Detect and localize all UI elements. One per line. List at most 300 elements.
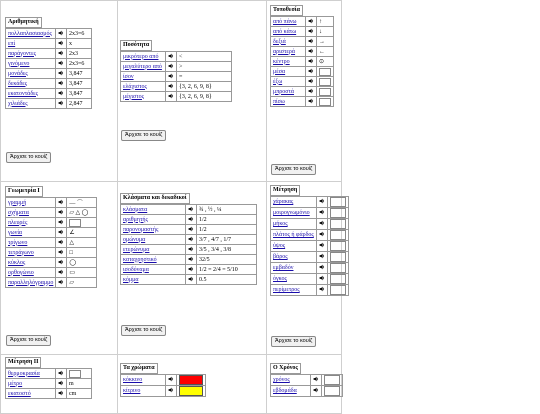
word-link[interactable]: μέγιστος xyxy=(123,93,145,100)
word-cell xyxy=(6,49,56,59)
vocab-table xyxy=(120,51,232,102)
speaker-cell xyxy=(56,268,67,278)
speaker-icon[interactable] xyxy=(319,275,325,281)
value-cell xyxy=(317,87,334,97)
speaker-icon[interactable] xyxy=(319,242,325,248)
speaker-cell xyxy=(186,205,197,215)
vocab-table xyxy=(5,197,97,288)
vocab-row xyxy=(121,275,257,285)
picture-icon xyxy=(330,274,346,284)
speaker-icon[interactable] xyxy=(308,58,314,64)
word-link[interactable]: κύκλος xyxy=(8,259,26,266)
value-cell: {3, 2, 6, 9, 8} xyxy=(177,92,232,102)
panel-fractions xyxy=(120,193,257,285)
vocab-row xyxy=(6,208,97,218)
word-cell xyxy=(271,197,317,208)
value-cell: 1/2 xyxy=(197,215,257,225)
word-link[interactable]: εμβαδόν xyxy=(273,265,294,271)
value-cell xyxy=(177,375,206,386)
speaker-cell xyxy=(56,208,67,218)
speaker-cell xyxy=(316,274,327,285)
word-link[interactable]: έξω xyxy=(273,78,283,85)
speaker-icon[interactable] xyxy=(168,53,174,59)
speaker-cell xyxy=(56,39,67,49)
value-cell: cm xyxy=(67,389,92,399)
value-cell xyxy=(317,97,334,107)
panel-quantity xyxy=(120,40,232,102)
word-link[interactable]: πλευρές xyxy=(8,219,28,226)
word-link[interactable]: ελάχιστος xyxy=(123,83,147,90)
vocab-row xyxy=(6,218,97,228)
speaker-cell xyxy=(306,97,317,107)
word-link[interactable]: κόκκινο xyxy=(123,377,143,383)
vocab-row xyxy=(271,219,349,230)
word-cell xyxy=(6,198,56,208)
picture-icon xyxy=(319,98,331,106)
speaker-cell xyxy=(166,52,177,62)
word-link[interactable]: παρονομαστής xyxy=(123,226,159,233)
word-link[interactable]: κίτρινο xyxy=(123,388,141,394)
word-cell xyxy=(6,89,56,99)
speaker-cell xyxy=(56,258,67,268)
word-link[interactable]: χάρακας xyxy=(273,199,294,205)
vocab-row xyxy=(6,79,92,89)
word-link[interactable]: ίσον xyxy=(123,73,134,80)
word-link[interactable]: γινόμενο xyxy=(8,60,30,67)
speaker-icon[interactable] xyxy=(168,63,174,69)
word-link[interactable]: επί xyxy=(8,40,16,47)
word-link[interactable]: ισοδύναμα xyxy=(123,266,149,273)
vocab-row xyxy=(6,228,97,238)
word-link[interactable]: εκατοντάδες xyxy=(8,90,39,97)
vocab-row xyxy=(271,77,334,87)
vocab-table xyxy=(270,16,334,107)
speaker-icon[interactable] xyxy=(188,206,194,212)
vocab-row xyxy=(271,67,334,77)
start-quiz-button[interactable]: Άρχισε το κουίζ xyxy=(121,130,166,141)
speaker-icon[interactable] xyxy=(58,390,64,396)
vocab-table xyxy=(120,374,206,397)
word-link[interactable]: μπροστά xyxy=(273,88,295,95)
word-cell xyxy=(121,225,186,235)
word-link[interactable]: δεκάδες xyxy=(8,80,28,87)
word-link[interactable]: μικρότερο από xyxy=(123,53,159,60)
speaker-icon[interactable] xyxy=(58,239,64,245)
vocab-row xyxy=(6,59,92,69)
speaker-icon[interactable] xyxy=(308,68,314,74)
word-link[interactable]: αριθμητής xyxy=(123,216,148,223)
speaker-cell xyxy=(316,285,327,296)
word-cell xyxy=(6,29,56,39)
word-link[interactable]: παραλληλόγραμμο xyxy=(8,279,54,286)
value-cell: 3/7 , 4/7 , 1/7 xyxy=(197,235,257,245)
word-link[interactable]: από πάνω xyxy=(273,18,297,25)
word-link[interactable]: χρόνος xyxy=(273,377,290,383)
speaker-icon[interactable] xyxy=(188,246,194,252)
word-cell xyxy=(121,235,186,245)
word-cell xyxy=(121,255,186,265)
speaker-icon[interactable] xyxy=(58,279,64,285)
vocab-row xyxy=(121,225,257,235)
speaker-icon[interactable] xyxy=(319,231,325,237)
vocab-row xyxy=(6,379,92,389)
value-cell xyxy=(67,369,92,379)
panel-title: Ο Χρόνος xyxy=(270,363,301,374)
word-cell xyxy=(271,37,306,47)
value-cell: △ xyxy=(67,238,97,248)
panel-position xyxy=(270,5,334,107)
word-link[interactable]: ετερώνυμα xyxy=(123,246,150,253)
picture-icon xyxy=(324,375,340,385)
vocab-row xyxy=(121,235,257,245)
value-cell: {3, 2, 6, 9, 8} xyxy=(177,82,232,92)
value-cell: 0.5 xyxy=(197,275,257,285)
speaker-cell xyxy=(306,17,317,27)
vocab-row xyxy=(6,278,97,288)
word-cell xyxy=(271,47,306,57)
value-cell xyxy=(327,197,348,208)
speaker-cell xyxy=(316,219,327,230)
start-quiz-button[interactable]: Άρχισε το κουίζ xyxy=(271,164,316,175)
speaker-icon[interactable] xyxy=(58,370,64,376)
speaker-icon[interactable] xyxy=(58,40,64,46)
word-cell xyxy=(271,285,317,296)
vocab-row xyxy=(6,238,97,248)
word-cell xyxy=(6,268,56,278)
word-link[interactable]: ομώνυμα xyxy=(123,236,146,243)
speaker-icon[interactable] xyxy=(319,209,325,215)
speaker-cell xyxy=(56,99,67,109)
speaker-icon[interactable] xyxy=(58,259,64,265)
vocab-row xyxy=(121,52,232,62)
picture-icon xyxy=(319,78,331,86)
vocab-row xyxy=(271,386,343,397)
speaker-cell xyxy=(56,238,67,248)
vocab-row xyxy=(271,375,343,386)
speaker-icon[interactable] xyxy=(168,387,174,393)
speaker-icon[interactable] xyxy=(188,266,194,272)
panel-geometry xyxy=(5,186,97,288)
word-link[interactable]: τετράγωνο xyxy=(8,249,34,256)
value-cell: 32/5 xyxy=(197,255,257,265)
speaker-icon[interactable] xyxy=(313,376,319,382)
value-cell xyxy=(317,77,334,87)
speaker-icon[interactable] xyxy=(58,219,64,225)
speaker-cell xyxy=(56,228,67,238)
panel-title: Τα χρώματα xyxy=(120,363,158,374)
speaker-cell xyxy=(56,218,67,228)
speaker-cell xyxy=(56,59,67,69)
speaker-icon[interactable] xyxy=(58,380,64,386)
word-link[interactable]: μέτρο xyxy=(8,380,23,387)
speaker-icon[interactable] xyxy=(58,30,64,36)
word-link[interactable]: μέσα xyxy=(273,68,286,75)
word-link[interactable]: μεγαλύτερο από xyxy=(123,63,162,70)
vocab-row xyxy=(271,37,334,47)
value-cell xyxy=(317,67,334,77)
word-link[interactable]: μοιρογνωμόνιο xyxy=(273,210,310,216)
value-cell xyxy=(327,208,348,219)
vocab-row xyxy=(121,215,257,225)
vocab-row xyxy=(271,197,349,208)
word-link[interactable]: δεξιά xyxy=(273,38,286,45)
value-cell xyxy=(327,219,348,230)
speaker-icon[interactable] xyxy=(58,269,64,275)
word-link[interactable]: ύψος xyxy=(273,243,286,249)
value-cell: 2x3=6 xyxy=(67,59,92,69)
word-cell xyxy=(6,389,56,399)
value-cell: → xyxy=(317,37,334,47)
speaker-cell xyxy=(316,241,327,252)
panel-measurement-2 xyxy=(5,357,92,399)
word-link[interactable]: μήκος xyxy=(273,221,288,227)
word-link[interactable]: από κάτω xyxy=(273,28,297,35)
word-cell xyxy=(121,275,186,285)
word-cell xyxy=(6,218,56,228)
value-cell: x xyxy=(67,39,92,49)
speaker-icon[interactable] xyxy=(188,276,194,282)
speaker-icon[interactable] xyxy=(313,387,319,393)
speaker-icon[interactable] xyxy=(58,199,64,205)
word-cell xyxy=(6,369,56,379)
word-cell xyxy=(271,57,306,67)
vocab-row xyxy=(121,265,257,275)
speaker-icon[interactable] xyxy=(319,264,325,270)
value-cell: 3,847 xyxy=(67,89,92,99)
word-cell xyxy=(271,230,317,241)
value-cell: ◯ xyxy=(67,258,97,268)
vocab-table xyxy=(5,28,92,109)
speaker-cell xyxy=(311,386,322,397)
word-cell xyxy=(271,97,306,107)
speaker-icon[interactable] xyxy=(308,88,314,94)
speaker-cell xyxy=(186,235,197,245)
value-cell xyxy=(327,263,348,274)
word-link[interactable]: ορθογώνιο xyxy=(8,269,34,276)
word-link[interactable]: γωνία xyxy=(8,229,23,236)
value-cell: ⊙ xyxy=(317,57,334,67)
word-link[interactable]: πολλαπλασιασμός xyxy=(8,30,52,37)
start-quiz-button[interactable]: Άρχισε το κουίζ xyxy=(121,325,166,336)
panel-measurement xyxy=(270,185,349,296)
speaker-cell xyxy=(166,375,177,386)
word-link[interactable]: κόμμα xyxy=(123,276,139,283)
panel-title: Μέτρηση xyxy=(270,185,300,196)
value-cell: < xyxy=(177,52,232,62)
speaker-cell xyxy=(56,389,67,399)
speaker-cell xyxy=(316,197,327,208)
speaker-cell xyxy=(186,265,197,275)
value-cell xyxy=(327,241,348,252)
speaker-icon[interactable] xyxy=(319,198,325,204)
vocab-row xyxy=(121,386,206,397)
start-quiz-button[interactable]: Άρχισε το κουίζ xyxy=(6,152,51,163)
value-cell: ¾ , ½ , ¼ xyxy=(197,205,257,215)
panel-title: Αριθμητική xyxy=(5,17,42,28)
word-cell xyxy=(271,208,317,219)
panel-title: Γεωμετρία Ι xyxy=(5,186,43,197)
speaker-icon[interactable] xyxy=(58,90,64,96)
vocab-row xyxy=(6,369,92,379)
word-cell xyxy=(271,87,306,97)
vocab-row xyxy=(6,268,97,278)
vocab-row xyxy=(271,285,349,296)
speaker-icon[interactable] xyxy=(168,376,174,382)
vocab-row xyxy=(6,29,92,39)
word-link[interactable]: παράγοντες xyxy=(8,50,36,57)
start-quiz-button[interactable]: Άρχισε το κουίζ xyxy=(271,336,316,347)
word-link[interactable]: περίμετρος xyxy=(273,287,300,293)
vocab-row xyxy=(271,263,349,274)
value-cell: ▱ xyxy=(67,278,97,288)
word-cell xyxy=(271,263,317,274)
speaker-icon[interactable] xyxy=(58,100,64,106)
speaker-cell xyxy=(56,89,67,99)
speaker-icon[interactable] xyxy=(308,28,314,34)
speaker-cell xyxy=(56,369,67,379)
picture-icon xyxy=(330,219,346,229)
panel-arithmetic xyxy=(5,17,92,109)
speaker-icon[interactable] xyxy=(308,38,314,44)
vocab-row xyxy=(6,89,92,99)
vocab-row xyxy=(271,97,334,107)
word-link[interactable]: καταχρηστικό xyxy=(123,256,157,263)
speaker-icon[interactable] xyxy=(319,286,325,292)
word-link[interactable]: πίσω xyxy=(273,98,285,105)
speaker-icon[interactable] xyxy=(168,93,174,99)
speaker-icon[interactable] xyxy=(58,70,64,76)
value-cell: ↑ xyxy=(317,17,334,27)
value-cell: ← xyxy=(317,47,334,57)
word-link[interactable]: κλάσματα xyxy=(123,206,148,213)
speaker-cell xyxy=(306,27,317,37)
vocab-row xyxy=(6,69,92,79)
vocab-row xyxy=(121,205,257,215)
speaker-cell xyxy=(166,92,177,102)
speaker-icon[interactable] xyxy=(319,220,325,226)
word-link[interactable]: σχήματα xyxy=(8,209,29,216)
panel-colors xyxy=(120,363,206,397)
word-link[interactable]: χιλιάδες xyxy=(8,100,28,107)
word-cell xyxy=(121,62,166,72)
speaker-icon[interactable] xyxy=(168,83,174,89)
speaker-icon[interactable] xyxy=(319,253,325,259)
speaker-cell xyxy=(316,263,327,274)
word-cell xyxy=(121,82,166,92)
picture-icon xyxy=(319,88,331,96)
value-cell: 1/2 xyxy=(197,225,257,235)
value-cell xyxy=(177,386,206,397)
word-link[interactable]: αριστερά xyxy=(273,48,296,55)
value-cell xyxy=(327,274,348,285)
word-link[interactable]: κέντρο xyxy=(273,58,290,65)
speaker-icon[interactable] xyxy=(188,256,194,262)
speaker-cell xyxy=(311,375,322,386)
word-cell xyxy=(6,228,56,238)
speaker-cell xyxy=(306,47,317,57)
picture-icon xyxy=(319,68,331,76)
picture-icon xyxy=(330,197,346,207)
word-link[interactable]: θερμοκρασία xyxy=(8,370,40,377)
speaker-cell xyxy=(56,29,67,39)
value-cell: 2x3=6 xyxy=(67,29,92,39)
speaker-icon[interactable] xyxy=(188,216,194,222)
picture-icon xyxy=(69,219,81,227)
start-quiz-button[interactable]: Άρχισε το κουίζ xyxy=(6,335,51,346)
speaker-icon[interactable] xyxy=(188,226,194,232)
vocab-row xyxy=(271,274,349,285)
word-link[interactable]: εβδομάδα xyxy=(273,388,297,394)
value-cell: □ xyxy=(67,248,97,258)
picture-icon xyxy=(330,285,346,295)
speaker-cell xyxy=(316,252,327,263)
word-link[interactable]: μονάδες xyxy=(8,70,28,77)
vocab-row xyxy=(271,47,334,57)
speaker-cell xyxy=(316,230,327,241)
value-cell: ↓ xyxy=(317,27,334,37)
word-cell xyxy=(6,79,56,89)
vocab-table xyxy=(270,374,343,397)
vocab-row xyxy=(271,241,349,252)
panel-title: Κλάσματα και δεκαδικοί xyxy=(120,193,190,204)
vocab-row xyxy=(6,39,92,49)
value-cell xyxy=(322,386,343,397)
speaker-cell xyxy=(166,62,177,72)
speaker-icon[interactable] xyxy=(308,18,314,24)
speaker-icon[interactable] xyxy=(308,98,314,104)
speaker-cell xyxy=(186,225,197,235)
speaker-cell xyxy=(306,37,317,47)
speaker-cell xyxy=(166,72,177,82)
vocab-row xyxy=(121,375,206,386)
picture-icon xyxy=(330,241,346,251)
speaker-icon[interactable] xyxy=(58,249,64,255)
speaker-cell xyxy=(306,67,317,77)
value-cell: m xyxy=(67,379,92,389)
vocab-row xyxy=(271,87,334,97)
speaker-cell xyxy=(186,255,197,265)
word-cell xyxy=(271,375,311,386)
value-cell: 1/2 = 2/4 = 5/10 xyxy=(197,265,257,275)
vocab-table xyxy=(5,368,92,399)
word-link[interactable]: τρίγωνο xyxy=(8,239,28,246)
word-link[interactable]: γραμμή xyxy=(8,199,27,206)
speaker-icon[interactable] xyxy=(58,229,64,235)
speaker-icon[interactable] xyxy=(308,78,314,84)
word-cell xyxy=(6,39,56,49)
picture-icon xyxy=(330,252,346,262)
speaker-icon[interactable] xyxy=(188,236,194,242)
word-cell xyxy=(271,252,317,263)
speaker-icon[interactable] xyxy=(58,60,64,66)
word-link[interactable]: βάρος xyxy=(273,254,288,260)
speaker-icon[interactable] xyxy=(168,73,174,79)
speaker-icon[interactable] xyxy=(58,50,64,56)
word-cell xyxy=(271,67,306,77)
word-link[interactable]: πλάτος ή φάρδος xyxy=(273,232,314,238)
word-cell xyxy=(6,69,56,79)
speaker-icon[interactable] xyxy=(58,80,64,86)
vocab-row xyxy=(121,92,232,102)
speaker-icon[interactable] xyxy=(58,209,64,215)
word-link[interactable]: όγκος xyxy=(273,276,287,282)
panel-title: Τοποθεσία xyxy=(270,5,303,16)
color-swatch xyxy=(179,386,203,396)
speaker-icon[interactable] xyxy=(308,48,314,54)
word-link[interactable]: εκατοστό xyxy=(8,390,31,397)
vocab-table xyxy=(270,196,349,296)
picture-icon xyxy=(324,386,340,396)
